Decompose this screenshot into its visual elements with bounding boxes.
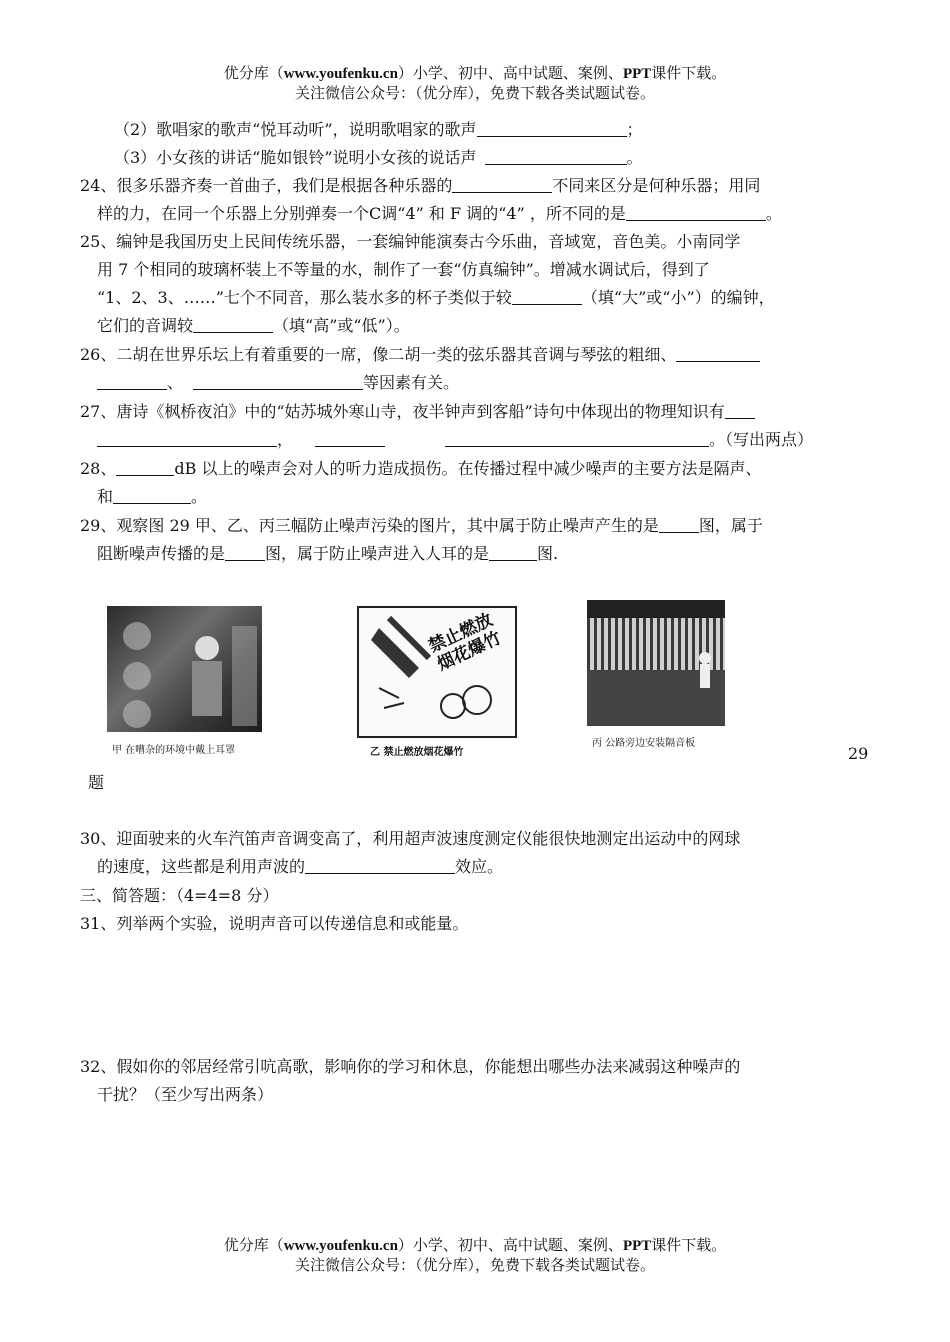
question-23-part-2 <box>114 120 643 140</box>
question-text: 和 <box>97 487 114 506</box>
footer-text: 优分库（ <box>223 1236 284 1254</box>
factory-worker-icon <box>107 606 262 732</box>
answer-blank[interactable] <box>116 459 174 476</box>
figure-label-word: 题 <box>88 773 105 792</box>
question-text: 24、很多乐器齐奏一首曲子，我们是根据各种乐器的 <box>80 176 453 195</box>
question-text: （填“大”或“小”）的编钟， <box>581 288 775 307</box>
page-subfooter: 关注微信公众号：（优分库），免费下载各类试题试卷。 <box>294 1256 655 1274</box>
question-text: F <box>450 204 462 223</box>
question-text: 不同来区分是何种乐器；用同 <box>552 176 761 195</box>
question-25-cont <box>97 260 710 280</box>
figure-bing-sound-barrier-photo <box>587 600 725 726</box>
answer-blank[interactable] <box>512 288 582 305</box>
question-text: 阻断噪声传播的是 <box>97 544 226 563</box>
question-text: C <box>369 204 382 223</box>
question-text: 它们的音调较 <box>97 316 194 335</box>
answer-blank[interactable] <box>315 430 385 447</box>
answer-blank[interactable] <box>659 516 699 533</box>
question-text: 29、观察图 29 甲、乙、丙三幅防止噪声污染的图片，其中属于防止噪声产生的是 <box>80 516 659 535</box>
question-text: 的速度，这些都是利用声波的 <box>97 857 306 876</box>
answer-blank[interactable] <box>725 402 755 419</box>
answer-blank[interactable] <box>626 204 766 221</box>
question-text: 个相同的玻璃杯装上不等量的水，制作了一套“仿真编钟”。增减水调试后，得到了 <box>133 260 710 279</box>
question-29-cont <box>97 544 558 564</box>
question-32: 32、假如你的邻居经常引吭高歌，影响你的学习和休息，你能想出哪些办法来减弱这种噪声的 <box>80 1057 741 1076</box>
question-text: ； <box>626 120 643 139</box>
question-text: 等因素有关。 <box>363 373 460 392</box>
question-text: 以上的噪声会对人的听力造成损伤。在传播过程中减少噪声的主要方法是隔声、 <box>201 459 762 478</box>
question-text: 7 <box>118 260 129 279</box>
question-text: 27、唐诗《枫桥夜泊》中的“姑苏城外寒山寺，夜半钟声到客船”诗句中体现出的物理知识有 <box>80 402 725 421</box>
question-text: 调的“4” ，所不同的是 <box>466 204 626 223</box>
answer-blank[interactable] <box>676 345 760 362</box>
page-header <box>0 63 950 84</box>
footer-text: ）小学、初中、高中试题、案例、 <box>397 1236 623 1254</box>
answer-blank[interactable] <box>113 487 191 504</box>
answer-blank[interactable] <box>97 430 277 447</box>
question-text: （3）小女孩的讲话“脆如银铃”说明小女孩的说话声 <box>114 148 477 167</box>
page-footer <box>0 1235 950 1256</box>
question-28-cont <box>97 487 207 507</box>
question-24-cont <box>97 204 782 224</box>
question-27-cont <box>97 430 813 450</box>
answer-blank[interactable] <box>489 544 537 561</box>
answer-blank[interactable] <box>445 430 709 447</box>
question-text: （2）歌唱家的歌声“悦耳动听”，说明歌唱家的歌声 <box>114 120 477 139</box>
answer-blank[interactable] <box>485 148 627 165</box>
question-text: 图. <box>537 544 559 563</box>
question-text: ， <box>277 430 294 449</box>
answer-blank[interactable] <box>477 120 627 137</box>
question-text: 。 <box>626 148 643 167</box>
question-text: 样的力，在同一个乐器上分别弹奏一个 <box>97 204 370 223</box>
question-text: 调“4” 和 <box>381 204 445 223</box>
header-text: ）小学、初中、高中试题、案例、 <box>397 64 623 82</box>
question-text: 图，属于防止噪声进入人耳的是 <box>265 544 490 563</box>
answer-blank[interactable] <box>225 544 265 561</box>
question-25-cont <box>97 288 775 308</box>
header-url: www.youfenku.cn <box>283 66 398 82</box>
poster-text: 禁止燃放烟花爆竹 <box>425 609 505 675</box>
question-29 <box>80 516 763 536</box>
answer-blank[interactable] <box>193 373 363 390</box>
question-text: 效应。 <box>455 857 504 876</box>
question-23-part-3 <box>114 148 643 168</box>
question-24 <box>80 176 760 196</box>
question-30: 30、迎面驶来的火车汽笛声音调变高了，利用超声波速度测定仪能很快地测定出运动中的网球 <box>80 829 741 848</box>
footer-text: PPT <box>622 1238 652 1254</box>
question-text: dB <box>174 459 197 478</box>
question-text: 26、二胡在世界乐坛上有着重要的一席，像二胡一类的弦乐器其音调与琴弦的粗细、 <box>80 345 677 364</box>
question-text: 用 <box>97 260 114 279</box>
sound-barrier-icon <box>587 600 725 726</box>
question-25: 25、编钟是我国历史上民间传统乐器，一套编钟能演奏古今乐曲，音域宽，音色美。小南同学 <box>80 232 741 251</box>
question-text: （填“高”或“低”）。 <box>273 316 410 335</box>
section-heading: 三、简答题：（4=4=8 分） <box>80 886 279 905</box>
question-text: “1、2、3、……”七个不同音，那么装水多的杯子类似于较 <box>97 288 512 307</box>
question-text: 。 <box>765 204 782 223</box>
header-text: 课件下载。 <box>651 64 727 82</box>
question-32-cont: 干扰？（至少写出两条） <box>97 1085 274 1104</box>
answer-blank[interactable] <box>305 857 455 874</box>
question-text: 、 <box>167 373 184 392</box>
answer-blank[interactable] <box>97 373 167 390</box>
footer-url: www.youfenku.cn <box>283 1238 398 1254</box>
question-26 <box>80 345 760 365</box>
figure-label-number: 29 <box>848 744 869 763</box>
header-text: 优分库（ <box>223 64 284 82</box>
figure-yi-no-fireworks-poster <box>357 606 517 738</box>
question-text: 28、 <box>80 459 117 478</box>
figure-jia-ear-protection-photo <box>107 606 262 732</box>
figure-caption-yi: 乙 禁止燃放烟花爆竹 <box>370 747 464 758</box>
question-27 <box>80 402 755 422</box>
figure-caption-jia: 甲 在嘈杂的环境中戴上耳罩 <box>112 745 236 756</box>
answer-blank[interactable] <box>452 176 552 193</box>
header-text: PPT <box>622 66 652 82</box>
page-subheader: 关注微信公众号：（优分库），免费下载各类试题试卷。 <box>294 84 655 102</box>
footer-text: 课件下载。 <box>651 1236 727 1254</box>
figure-caption-bing: 丙 公路旁边安装隔音板 <box>592 738 696 749</box>
question-text: 。（写出两点） <box>709 430 814 449</box>
question-28 <box>80 459 761 479</box>
question-31: 31、列举两个实验，说明声音可以传递信息和或能量。 <box>80 914 469 933</box>
question-text: 图，属于 <box>698 516 763 535</box>
answer-blank[interactable] <box>193 316 273 333</box>
question-26-cont <box>97 373 459 393</box>
question-text: 。 <box>191 487 208 506</box>
question-30-cont <box>97 857 503 877</box>
question-25-cont <box>97 316 410 336</box>
